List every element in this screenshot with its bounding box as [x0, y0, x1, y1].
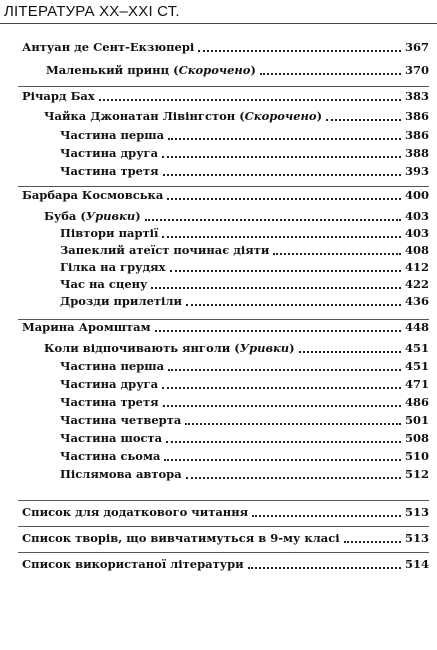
toc-entry-note: Скорочено	[244, 109, 317, 123]
dot-leader	[162, 236, 401, 238]
toc-entry-work[interactable]	[44, 207, 429, 225]
toc-entry-title: Частина третя	[60, 164, 159, 178]
toc-page-number: 436	[404, 294, 429, 308]
dot-leader	[248, 567, 401, 569]
toc-entry-note: Уривки	[239, 341, 290, 355]
dot-leader	[162, 156, 401, 158]
dot-leader	[168, 369, 401, 371]
toc-entry-title: Частина перша	[60, 359, 165, 373]
dot-leader	[260, 73, 401, 75]
toc-entry-title: Час на сцену	[60, 277, 148, 291]
toc-entry-title: Частина сьома	[60, 449, 161, 463]
page-header: ЛІТЕРАТУРА XX–XXI СТ.	[4, 3, 180, 20]
toc-page-number: 451	[404, 359, 429, 373]
toc-page-number: 383	[404, 89, 429, 103]
toc-page-number: 388	[404, 146, 429, 160]
toc-entry-part[interactable]	[60, 375, 429, 393]
toc-page-number: 403	[404, 226, 429, 240]
toc-entry-author[interactable]	[22, 318, 429, 336]
toc-page-number: 513	[404, 505, 429, 519]
toc-page-number: 508	[404, 431, 429, 445]
toc-entry-title: Чайка Джонатан Лівінгстон (Скорочено)	[44, 109, 323, 123]
dot-leader	[198, 50, 401, 52]
toc-entry-title: Марина Аромштам	[22, 320, 151, 334]
toc-page-number: 471	[404, 377, 429, 391]
toc-entry-note: Уривки	[85, 209, 136, 223]
toc-entry-title: Річард Бах	[22, 89, 95, 103]
toc-entry-title: Частина шоста	[60, 431, 163, 445]
toc-page-number: 386	[404, 109, 429, 123]
toc-entry-work[interactable]	[46, 61, 429, 79]
toc-entry-title: Частина перша	[60, 128, 165, 142]
toc-page-number: 412	[404, 260, 429, 274]
section-divider	[18, 552, 429, 553]
toc-entry-part[interactable]	[60, 357, 429, 375]
dot-leader	[151, 287, 401, 289]
toc-entry-part[interactable]	[60, 465, 429, 483]
toc-entry-part[interactable]	[60, 162, 429, 180]
toc-entry-title: Дрозди прилетіли	[60, 294, 183, 308]
dot-leader	[168, 138, 401, 140]
toc-entry-title: Барбара Космовська	[22, 188, 164, 202]
section-divider	[18, 526, 429, 527]
toc-entry-title: Частина друга	[60, 377, 159, 391]
toc-page-number: 403	[404, 209, 429, 223]
dot-leader	[273, 253, 401, 255]
toc-entry-part[interactable]	[60, 275, 429, 293]
toc-entry-appendix[interactable]	[22, 529, 429, 547]
dot-leader	[167, 198, 401, 200]
toc-page-number: 400	[404, 188, 429, 202]
dot-leader	[99, 99, 401, 101]
toc-entry-title: Частина третя	[60, 395, 159, 409]
toc-entry-title: Список використаної літератури	[22, 557, 244, 571]
toc-entry-title: Частина четверта	[60, 413, 182, 427]
toc-page-number: 451	[404, 341, 429, 355]
dot-leader	[164, 459, 401, 461]
toc-page-number: 514	[404, 557, 429, 571]
dot-leader	[170, 270, 401, 272]
toc-entry-part[interactable]	[60, 429, 429, 447]
dot-leader	[344, 541, 401, 543]
toc-entry-part[interactable]	[60, 411, 429, 429]
dot-leader	[186, 477, 401, 479]
dot-leader	[145, 219, 401, 221]
toc-entry-title: Антуан де Сент-Екзюпері	[22, 40, 195, 54]
toc-page-number: 510	[404, 449, 429, 463]
toc-entry-author[interactable]	[22, 186, 429, 204]
toc-entry-part[interactable]	[60, 258, 429, 276]
dot-leader	[163, 405, 401, 407]
dot-leader	[326, 119, 401, 121]
toc-page-number: 386	[404, 128, 429, 142]
toc-entry-part[interactable]	[60, 126, 429, 144]
dot-leader	[252, 515, 401, 517]
toc-entry-title: Післямова автора	[60, 467, 182, 481]
toc-page-number: 513	[404, 531, 429, 545]
toc-page-number: 370	[404, 63, 429, 77]
toc-entry-title: Буба (Уривки)	[44, 209, 141, 223]
toc-entry-part[interactable]	[60, 224, 429, 242]
toc-entry-part[interactable]	[60, 393, 429, 411]
toc-entry-author[interactable]	[22, 87, 429, 105]
toc-entry-work[interactable]	[44, 339, 429, 357]
toc-entry-part[interactable]	[60, 144, 429, 162]
toc-entry-title: Коли відпочивають янголи (Уривки)	[44, 341, 295, 355]
toc-page-number: 486	[404, 395, 429, 409]
toc-entry-title: Список для додаткового читання	[22, 505, 249, 519]
toc-entry-title: Запеклий атеїст починає діяти	[60, 243, 270, 257]
toc-page-number: 408	[404, 243, 429, 257]
toc-entry-appendix[interactable]	[22, 555, 429, 573]
toc-page-number: 367	[404, 40, 429, 54]
toc-page-number: 422	[404, 277, 429, 291]
toc-entry-part[interactable]	[60, 292, 429, 310]
toc-entry-author[interactable]	[22, 38, 429, 56]
toc-entry-appendix[interactable]	[22, 503, 429, 521]
dot-leader	[163, 174, 401, 176]
toc-entry-title: Частина друга	[60, 146, 159, 160]
dot-leader	[155, 330, 401, 332]
toc-entry-title: Маленький принц (Скорочено)	[46, 63, 256, 77]
dot-leader	[166, 441, 401, 443]
toc-page-number: 448	[404, 320, 429, 334]
toc-page-number: 512	[404, 467, 429, 481]
toc-page-number: 501	[404, 413, 429, 427]
toc-entry-title: Гілка на грудях	[60, 260, 166, 274]
dot-leader	[162, 387, 401, 389]
toc-entry-title: Півтори партії	[60, 226, 159, 240]
toc-entry-note: Скорочено	[178, 63, 251, 77]
toc-entry-part[interactable]	[60, 447, 429, 465]
toc-entry-title: Список творів, що вивчатимуться в 9-му класі	[22, 531, 340, 545]
dot-leader	[186, 304, 401, 306]
toc-page-number: 393	[404, 164, 429, 178]
section-divider	[18, 500, 429, 501]
toc-entry-work[interactable]	[44, 107, 429, 125]
dot-leader	[185, 423, 401, 425]
toc-entry-part[interactable]	[60, 241, 429, 259]
dot-leader	[299, 351, 401, 353]
